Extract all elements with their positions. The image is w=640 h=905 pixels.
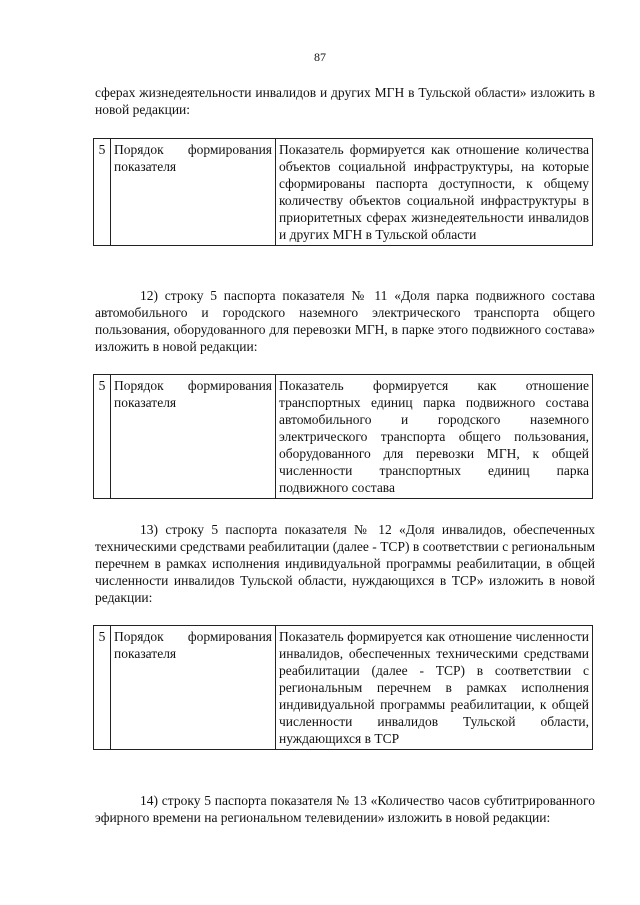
- row-value: Показатель формируется как отношение численности инвалидов, обеспеченных техническими средствами реабилитации (далее - ТСР) в соответствии с региональным перечнем в рамках исполнения индивидуальной программы реабилитации, к общей численности инвалидов Тульской области, нуждающихся в ТСР: [276, 626, 593, 750]
- row-label: Порядок формирования показателя: [111, 375, 276, 499]
- row-number: 5: [94, 139, 111, 246]
- table-row-3: [93, 625, 593, 750]
- row-label: Порядок формирования показателя: [111, 626, 276, 750]
- row-value: Показатель формируется как отношение количества объектов социальной инфраструктуры, на которые сформированы паспорта доступности, к общему количеству объектов социальной инфраструктуры в приоритетных сферах жизнедеятельности инвалидов и других МГН в Тульской области: [276, 139, 593, 246]
- table-row-2: [93, 374, 593, 499]
- table-row-1: [93, 138, 593, 246]
- row-number: 5: [94, 375, 111, 499]
- row-number: 5: [94, 626, 111, 750]
- row-label: Порядок формирования показателя: [111, 139, 276, 246]
- item-12-paragraph: 12) строку 5 паспорта показателя № 11 «Доля парка подвижного состава автомобильного и городского наземного электрического транспорта общего пользования, оборудованного для перевозки МГН, в парке этого подвижного состава» изложить в новой редакции:: [95, 288, 595, 354]
- item-13-paragraph: 13) строку 5 паспорта показателя № 12 «Доля инвалидов, обеспеченных техническими средствами реабилитации (далее - ТСР) в соответствии с региональным перечнем в рамках исполнения индивидуальной программы реабилитации, в общей численности инвалидов Тульской области, нуждающихся в ТСР» изложить в новой редакции:: [95, 522, 595, 605]
- intro-paragraph: сферах жизнедеятельности инвалидов и других МГН в Тульской области» изложить в новой редакции:: [95, 85, 595, 117]
- page-number: 87: [314, 50, 326, 64]
- row-value: Показатель формируется как отношение транспортных единиц парка подвижного состава автомобильного и городского наземного электрического транспорта общего пользования, оборудованного для перевозки МГН, к общей численности транспортных единиц парка подвижного состава: [276, 375, 593, 499]
- item-14-paragraph: 14) строку 5 паспорта показателя № 13 «Количество часов субтитрированного эфирного времени на региональном телевидении» изложить в новой редакции:: [95, 793, 595, 825]
